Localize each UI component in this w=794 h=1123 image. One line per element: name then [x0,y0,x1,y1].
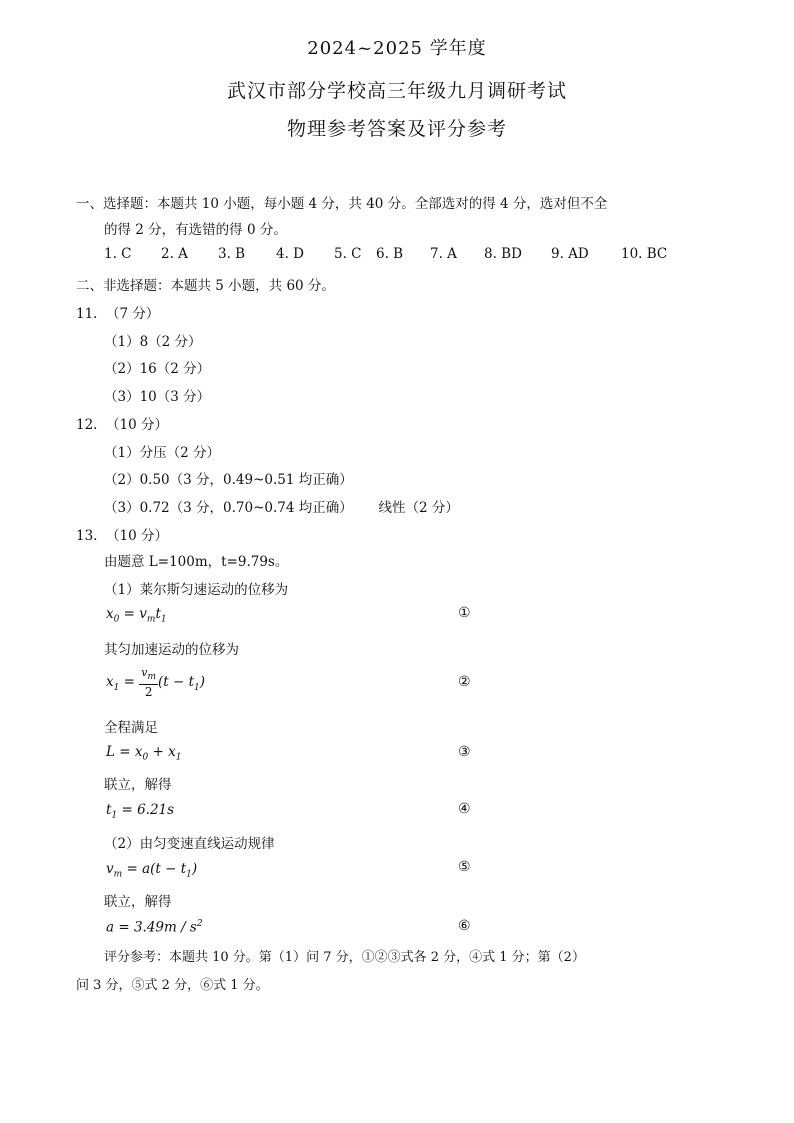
q13-accel-text: 其匀加速运动的位移为 [104,642,239,658]
q13-solve-text: 联立，解得 [104,894,172,910]
section1-intro-cont: 的得 2 分，有选错的得 0 分。 [104,222,287,238]
mc-answer: 10. BC [621,246,668,262]
doc-exam-title: 武汉市部分学校高三年级九月调研考试 [226,80,567,102]
q11-part3: （3）10（3 分） [104,389,211,405]
q13-heading: 13. （10 分） [76,528,169,544]
q13-solve-text: 联立，解得 [104,777,172,793]
equation-marker: ⑤ [458,859,471,875]
doc-subtitle: 物理参考答案及评分参考 [286,118,507,140]
q11-part2: （2）16（2 分） [104,361,211,377]
mc-answer: 8. BD [484,246,522,262]
q11-heading: 11. （7 分） [76,306,160,322]
mc-answer: 3. B [218,246,246,262]
q13-given: 由题意 L=100m，t=9.79s。 [104,554,289,570]
q12-part1: （1）分压（2 分） [104,445,220,461]
equation-4: $t_1 = 6.21s$ [106,802,175,821]
mc-answer: 1. C [104,246,132,262]
doc-year: 2024~2025 学年度 [307,38,487,59]
equation-marker: ④ [458,801,471,817]
equation-3: $L = x_0 + x_1$ [106,744,182,763]
q13-scoring-note: 评分参考：本题共 10 分。第（1）问 7 分，①②③式各 2 分，④式 1 分；第（2） [104,950,585,965]
equation-5: $v_m = a(t - t_1)$ [106,861,198,880]
section1-intro: 一、选择题：本题共 10 小题，每小题 4 分，共 40 分。全部选对的得 4 分，选对但不全 [76,196,608,212]
equation-2: $x_1$ = $\frac{v_m}{2}$ $(t - t_1)$ [106,666,206,700]
mc-answer: 6. B [376,246,404,262]
q12-part2: （2）0.50（3 分，0.49~0.51 均正确） [104,472,353,488]
mc-answer: 7. A [430,246,457,262]
q13-scoring-note-cont: 问 3 分，⑤式 2 分，⑥式 1 分。 [76,978,269,993]
equation-marker: ② [458,674,471,690]
mc-answer: 4. D [276,246,304,262]
mc-answer: 5. C [334,246,362,262]
fraction: $\frac{v_m}{2}$ [141,666,157,700]
q13-part2-text: （2）由匀变速直线运动规律 [104,836,275,852]
equation-1: $x_0 = v_mt_1$ [106,606,167,625]
mc-answer: 2. A [161,246,188,262]
equation-marker: ⑥ [458,918,471,934]
q12-heading: 12. （10 分） [76,417,169,433]
mc-answer: 9. AD [551,246,589,262]
q11-part1: （1）8（2 分） [104,334,202,350]
equation-marker: ① [458,605,471,621]
equation-marker: ③ [458,744,471,760]
section2-intro: 二、非选择题：本题共 5 小题，共 60 分。 [76,278,335,294]
q13-whole-text: 全程满足 [104,720,158,736]
q13-part1-text: （1）莱尔斯匀速运动的位移为 [104,582,289,598]
equation-6: $a = 3.49m / s^2$ [106,919,203,936]
q12-part3: （3）0.72（3 分，0.70~0.74 均正确） 线性（2 分） [104,500,459,516]
